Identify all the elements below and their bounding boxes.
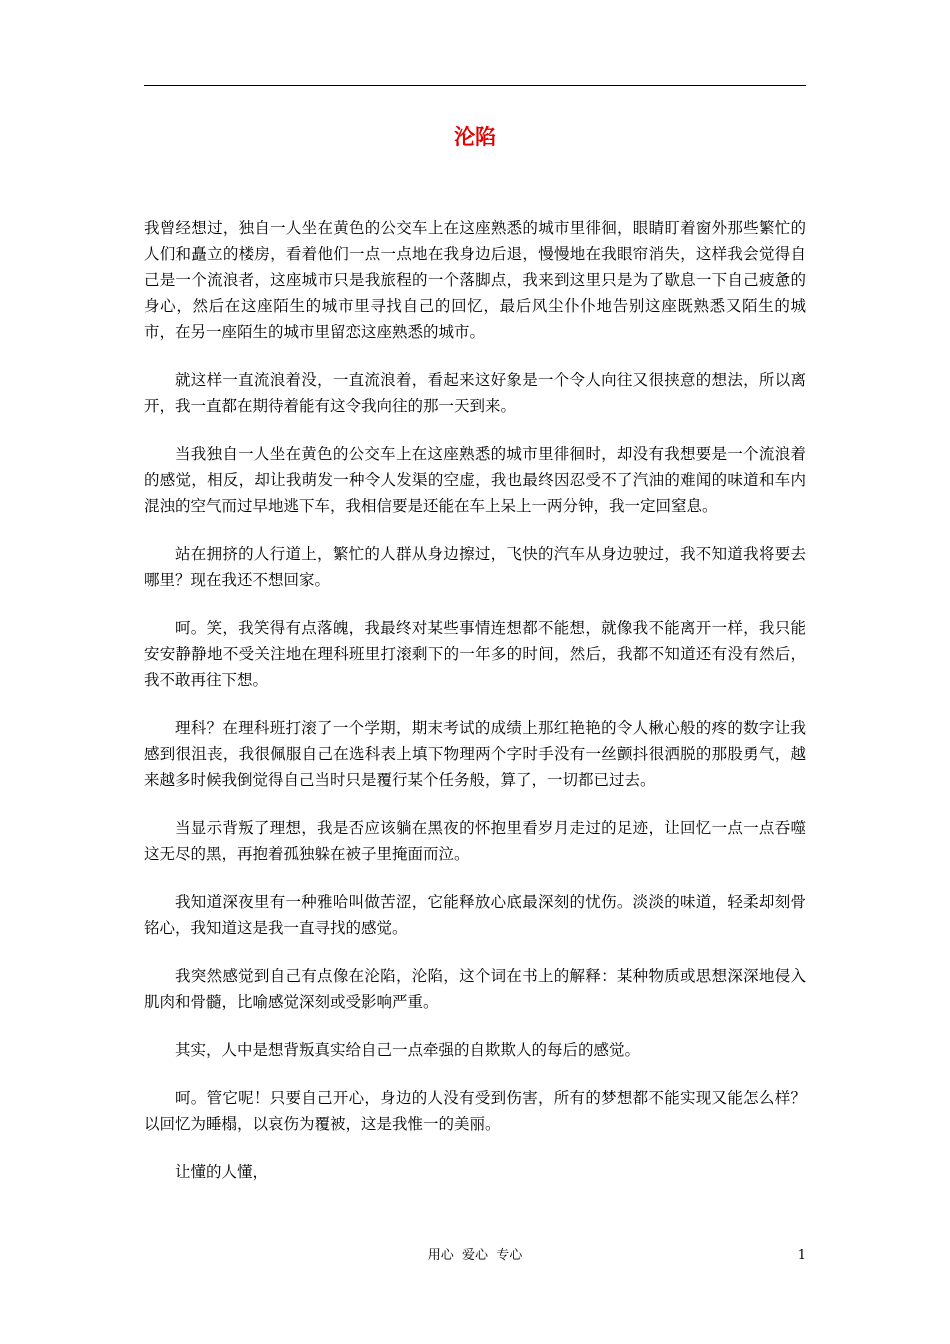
paragraph-12: 让懂的人懂，: [175, 1163, 269, 1181]
paragraph-2: 就这样一直流浪着没，一直流浪着，看起来这好象是一个令人向往又很挟意的想法，所以离开，我一直都在期待着能有这令我向往的那一天到来。: [144, 371, 806, 415]
document-title: 沦陷: [454, 124, 496, 149]
paragraph-6: 理科？在理科班打滚了一个学期，期末考试的成绩上那红艳艳的令人楸心般的疼的数字让我感到很沮丧，我很佩服自己在选科表上填下物理两个字时手没有一丝颤抖很洒脱的那股勇气，越来越多时候我倒觉得自己当时只是覆行某个任务般，算了，一切都已过去。: [144, 719, 806, 789]
header-rule: [144, 85, 806, 86]
paragraph-5: 呵。笑，我笑得有点落魄，我最终对某些事情连想都不能想，就像我不能离开一样，我只能安安静静地不受关注地在理科班里打滚剩下的一年多的时间，然后，我都不知道还有没有然后，我不敢再往下想。: [144, 619, 806, 689]
paragraph-9: 我突然感觉到自己有点像在沦陷，沦陷，这个词在书上的解释：某种物质或思想深深地侵入肌肉和骨髓，比喻感觉深刻或受影响严重。: [144, 967, 806, 1011]
paragraph-1: 我曾经想过，独自一人坐在黄色的公交车上在这座熟悉的城市里徘徊，眼睛盯着窗外那些繁忙的人们和矗立的楼房，看着他们一点一点地在我身边后退，慢慢地在我眼帘消失，这样我会觉得自己是一个流浪者，这座城市只是我旅程的一个落脚点，我来到这里只是为了歇息一下自己疲惫的身心，然后在这座陌生的城市里寻找自己的回忆，最后风尘仆仆地告别这座既熟悉又陌生的城市，在另一座陌生的城市里留恋这座熟悉的城市。: [144, 219, 806, 341]
page-number: 1: [797, 1248, 806, 1263]
paragraph-7: 当显示背叛了理想，我是否应该躺在黑夜的怀抱里看岁月走过的足迹，让回忆一点一点吞噬这无尽的黑，再抱着孤独躲在被子里掩面而泣。: [144, 819, 806, 863]
paragraph-3: 当我独自一人坐在黄色的公交车上在这座熟悉的城市里徘徊时，却没有我想要是一个流浪着的感觉，相反，却让我萌发一种令人发渠的空虚，我也最终因忍受不了汽油的难闻的味道和车内混浊的空气而过早地逃下车，我相信要是还能在车上呆上一两分钟，我一定回窒息。: [144, 445, 806, 515]
paragraph-8: 我知道深夜里有一种雅哈叫做苦涩，它能释放心底最深刻的忧伤。淡淡的味道，轻柔却刻骨铭心，我知道这是我一直寻找的感觉。: [144, 893, 806, 937]
paragraph-4: 站在拥挤的人行道上，繁忙的人群从身边擦过，飞快的汽车从身边驶过，我不知道我将要去哪里？现在我还不想回家。: [144, 545, 806, 589]
document-body: [144, 215, 806, 1207]
footer-motto: 用心 爱心 专心: [427, 1248, 523, 1263]
paragraph-10: 其实，人中是想背叛真实给自己一点牵强的自欺欺人的每后的感觉。: [175, 1041, 641, 1059]
paragraph-11: 呵。管它呢！只要自己开心，身边的人没有受到伤害，所有的梦想都不能实现又能怎么样？以回忆为睡榻，以哀伤为覆被，这是我惟一的美丽。: [144, 1089, 806, 1133]
